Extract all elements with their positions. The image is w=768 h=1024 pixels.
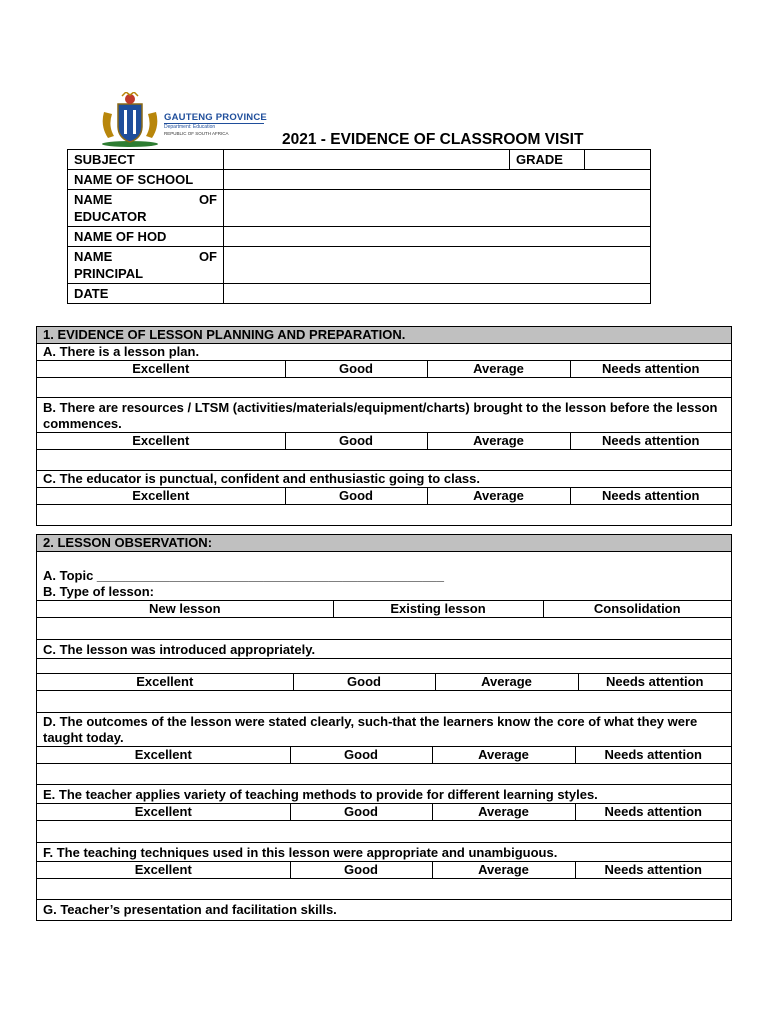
subject-field[interactable] [224, 150, 510, 170]
rating-average[interactable]: Average [427, 488, 570, 504]
lesson-type-label: B. Type of lesson: [43, 584, 154, 599]
rating-row-2e [37, 804, 732, 821]
educator-field[interactable] [224, 190, 651, 227]
info-table [67, 149, 651, 304]
question-1a: A. There is a lesson plan. [37, 344, 732, 361]
grade-field[interactable] [585, 150, 651, 170]
rating-good[interactable]: Good [290, 804, 432, 820]
rating-good[interactable]: Good [290, 862, 432, 878]
comment-row[interactable] [37, 378, 732, 398]
hod-field[interactable] [224, 227, 651, 247]
country-label: REPUBLIC OF SOUTH AFRICA [164, 131, 229, 136]
rating-needs-attention[interactable]: Needs attention [570, 488, 731, 504]
principal-field[interactable] [224, 247, 651, 284]
rating-row-2f [37, 862, 732, 879]
educator-label: NAME OF EDUCATOR [68, 190, 224, 227]
rating-needs-attention[interactable]: Needs attention [575, 747, 731, 763]
hod-label: NAME OF HOD [68, 227, 224, 247]
topic-line: A. Topic ________________________________________________ [43, 568, 444, 583]
rating-needs-attention[interactable]: Needs attention [575, 804, 731, 820]
rating-needs-attention[interactable]: Needs attention [578, 674, 731, 690]
rating-row-1c [37, 488, 732, 505]
department-label: Department: Education [164, 124, 216, 130]
comment-row[interactable] [37, 821, 732, 843]
rating-good[interactable]: Good [285, 488, 427, 504]
comment-row[interactable] [37, 764, 732, 785]
grade-label: GRADE [510, 150, 585, 170]
rating-row-1a [37, 361, 732, 378]
question-2e: E. The teacher applies variety of teaching methods to provide for different learning styles. [37, 785, 732, 804]
subject-label: SUBJECT [68, 150, 224, 170]
question-1b: B. There are resources / LTSM (activities/materials/equipment/charts) brought to the lesson before the lesson commences. [37, 398, 732, 433]
comment-row[interactable] [37, 659, 732, 674]
topic-question [37, 552, 732, 601]
comment-row[interactable] [37, 691, 732, 713]
comment-row[interactable] [37, 505, 732, 526]
rating-average[interactable]: Average [432, 862, 575, 878]
type-new-lesson[interactable]: New lesson [148, 601, 221, 616]
rating-excellent[interactable]: Excellent [134, 862, 192, 877]
comment-row[interactable] [37, 450, 732, 471]
question-1c: C. The educator is punctual, confident and enthusiastic going to class. [37, 471, 732, 488]
rating-excellent[interactable]: Excellent [134, 804, 192, 819]
org-name: GAUTENG PROVINCE [164, 112, 267, 123]
rating-average[interactable]: Average [427, 361, 570, 377]
rating-average[interactable]: Average [432, 804, 575, 820]
rating-excellent[interactable]: Excellent [134, 747, 192, 762]
gauteng-logo [98, 92, 268, 148]
rating-good[interactable]: Good [285, 361, 427, 377]
question-2g: G. Teacher’s presentation and facilitation skills. [37, 900, 732, 921]
rating-average[interactable]: Average [427, 433, 570, 449]
type-consolidation[interactable]: Consolidation [543, 601, 731, 617]
rating-good[interactable]: Good [290, 747, 432, 763]
lesson-type-row [37, 601, 732, 618]
rating-excellent[interactable]: Excellent [136, 674, 194, 689]
school-field[interactable] [224, 170, 651, 190]
rating-average[interactable]: Average [435, 674, 578, 690]
rating-needs-attention[interactable]: Needs attention [575, 862, 731, 878]
rating-good[interactable]: Good [285, 433, 427, 449]
comment-row[interactable] [37, 618, 732, 640]
section1-heading: 1. EVIDENCE OF LESSON PLANNING AND PREPARATION. [37, 327, 732, 344]
section-planning-table [36, 326, 732, 526]
rating-needs-attention[interactable]: Needs attention [570, 361, 731, 377]
rating-row-2c [37, 674, 732, 691]
type-existing-lesson[interactable]: Existing lesson [333, 601, 543, 617]
question-2c: C. The lesson was introduced appropriately. [37, 640, 732, 659]
coat-of-arms-icon [98, 92, 162, 148]
rating-average[interactable]: Average [432, 747, 575, 763]
section2-heading: 2. LESSON OBSERVATION: [37, 535, 732, 552]
comment-row[interactable] [37, 879, 732, 900]
date-field[interactable] [224, 284, 651, 304]
rating-excellent[interactable]: Excellent [132, 488, 190, 503]
rating-good[interactable]: Good [293, 674, 435, 690]
rating-excellent[interactable]: Excellent [132, 361, 190, 376]
page-title: 2021 - EVIDENCE OF CLASSROOM VISIT [282, 131, 584, 148]
rating-excellent[interactable]: Excellent [132, 433, 190, 448]
rating-row-2d [37, 747, 732, 764]
rating-needs-attention[interactable]: Needs attention [570, 433, 731, 449]
section-observation-table [36, 534, 732, 921]
date-label: DATE [68, 284, 224, 304]
school-label: NAME OF SCHOOL [68, 170, 224, 190]
principal-label: NAME OF PRINCIPAL [68, 247, 224, 284]
question-2f: F. The teaching techniques used in this lesson were appropriate and unambiguous. [37, 843, 732, 862]
question-2d: D. The outcomes of the lesson were stated clearly, such-that the learners know the core of what they were taught today. [37, 713, 732, 747]
rating-row-1b [37, 433, 732, 450]
